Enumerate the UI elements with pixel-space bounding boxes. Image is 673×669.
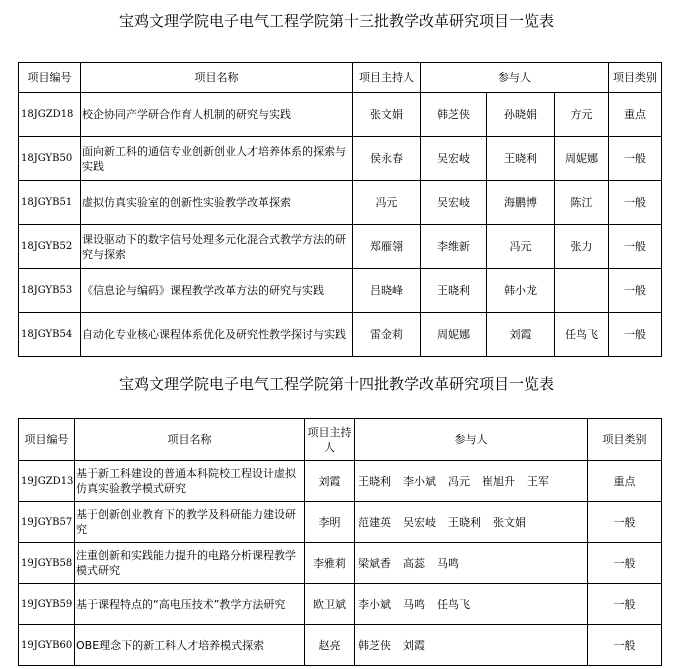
table-header-row xyxy=(19,63,662,93)
table-row xyxy=(19,584,662,625)
table-row xyxy=(19,93,662,137)
participant: 崔旭升 xyxy=(482,474,515,488)
project-leader: 张文娟 xyxy=(353,93,421,137)
participant: 王晓利 xyxy=(448,515,481,529)
table-row xyxy=(19,461,662,502)
participants-cell xyxy=(355,625,588,666)
header-leader: 项目主持人 xyxy=(305,419,355,461)
project-code: 18JGYB52 xyxy=(19,225,81,269)
project-leader: 侯永春 xyxy=(353,137,421,181)
project-table-13 xyxy=(18,62,662,357)
table1-title: 宝鸡文理学院电子电气工程学院第十三批教学改革研究项目一览表 xyxy=(118,12,554,30)
table-header-row xyxy=(19,419,662,461)
participant: 韩芝侠 xyxy=(421,93,487,137)
project-code: 19JGYB58 xyxy=(19,543,75,584)
project-leader: 李明 xyxy=(305,502,355,543)
participant: 方元 xyxy=(555,93,609,137)
project-name: 虚拟仿真实验室的创新性实验教学改革探索 xyxy=(81,181,353,225)
project-leader: 雷金莉 xyxy=(353,313,421,357)
project-name: 基于创新创业教育下的教学及科研能力建设研究 xyxy=(75,502,305,543)
header-leader: 项目主持人 xyxy=(353,63,421,93)
header-participants: 参与人 xyxy=(421,63,609,93)
project-name: 自动化专业核心课程体系优化及研究性教学探讨与实践 xyxy=(81,313,353,357)
header-code: 项目编号 xyxy=(19,419,75,461)
participant: 任鸟飞 xyxy=(437,597,470,611)
project-category: 一般 xyxy=(609,181,662,225)
participant: 刘霞 xyxy=(487,313,555,357)
participant: 冯元 xyxy=(487,225,555,269)
project-code: 18JGYB54 xyxy=(19,313,81,357)
header-category: 项目类别 xyxy=(609,63,662,93)
participant: 刘霞 xyxy=(403,638,425,652)
participant: 陈江 xyxy=(555,181,609,225)
project-code: 19JGYB60 xyxy=(19,625,75,666)
project-leader: 李雅莉 xyxy=(305,543,355,584)
project-leader: 刘霞 xyxy=(305,461,355,502)
participant: 吴宏岐 xyxy=(421,181,487,225)
project-category: 一般 xyxy=(609,313,662,357)
table-row xyxy=(19,543,662,584)
participant: 张文娟 xyxy=(493,515,526,529)
project-name: 注重创新和实践能力提升的电路分析课程教学模式研究 xyxy=(75,543,305,584)
participant: 孙晓娟 xyxy=(487,93,555,137)
participant: 王军 xyxy=(527,474,549,488)
project-category: 重点 xyxy=(609,93,662,137)
participants-cell xyxy=(355,584,588,625)
project-category: 一般 xyxy=(588,584,662,625)
participant: 吴宏岐 xyxy=(403,515,436,529)
participant: 李维新 xyxy=(421,225,487,269)
header-name: 项目名称 xyxy=(75,419,305,461)
table-row xyxy=(19,502,662,543)
project-code: 18JGYB50 xyxy=(19,137,81,181)
project-code: 19JGYB57 xyxy=(19,502,75,543)
participant: 范建英 xyxy=(358,515,391,529)
project-leader: 赵亮 xyxy=(305,625,355,666)
table-row xyxy=(19,137,662,181)
project-name: 课设驱动下的数字信号处理多元化混合式教学方法的研究与探索 xyxy=(81,225,353,269)
participant xyxy=(555,269,609,313)
project-name: 《信息论与编码》课程教学改革方法的研究与实践 xyxy=(81,269,353,313)
header-name: 项目名称 xyxy=(81,63,353,93)
header-participants: 参与人 xyxy=(355,419,588,461)
project-category: 一般 xyxy=(609,137,662,181)
participant: 海鹏博 xyxy=(487,181,555,225)
project-category: 一般 xyxy=(588,502,662,543)
project-category: 一般 xyxy=(609,225,662,269)
project-code: 18JGZD18 xyxy=(19,93,81,137)
table-row xyxy=(19,269,662,313)
project-category: 重点 xyxy=(588,461,662,502)
participant: 韩小龙 xyxy=(487,269,555,313)
project-category: 一般 xyxy=(588,543,662,584)
project-name: 基于课程特点的“高电压技术”教学方法研究 xyxy=(75,584,305,625)
project-leader: 欧卫斌 xyxy=(305,584,355,625)
project-leader: 吕晓峰 xyxy=(353,269,421,313)
project-code: 19JGYB59 xyxy=(19,584,75,625)
participant: 李小斌 xyxy=(358,597,391,611)
project-code: 19JGZD13 xyxy=(19,461,75,502)
participant: 任鸟飞 xyxy=(555,313,609,357)
table-row xyxy=(19,225,662,269)
project-category: 一般 xyxy=(609,269,662,313)
header-category: 项目类别 xyxy=(588,419,662,461)
project-name: 基于新工科建设的普通本科院校工程设计虚拟仿真实验教学模式研究 xyxy=(75,461,305,502)
participants-cell xyxy=(355,502,588,543)
project-category: 一般 xyxy=(588,625,662,666)
participant: 高蕊 xyxy=(403,556,425,570)
participant: 王晓利 xyxy=(358,474,391,488)
project-leader: 冯元 xyxy=(353,181,421,225)
participant: 梁斌香 xyxy=(358,556,391,570)
project-code: 18JGYB51 xyxy=(19,181,81,225)
participant: 周妮娜 xyxy=(421,313,487,357)
project-code: 18JGYB53 xyxy=(19,269,81,313)
project-table-14 xyxy=(18,418,662,666)
table-row xyxy=(19,313,662,357)
participant: 吴宏岐 xyxy=(421,137,487,181)
project-name: OBE理念下的新工科人才培养模式探索 xyxy=(75,625,305,666)
participant: 李小斌 xyxy=(403,474,436,488)
participant: 冯元 xyxy=(448,474,470,488)
participants-cell xyxy=(355,461,588,502)
header-code: 项目编号 xyxy=(19,63,81,93)
project-name: 校企协同产学研合作育人机制的研究与实践 xyxy=(81,93,353,137)
table-row xyxy=(19,181,662,225)
participants-cell xyxy=(355,543,588,584)
table-row xyxy=(19,625,662,666)
project-leader: 郑雁翎 xyxy=(353,225,421,269)
project-name: 面向新工科的通信专业创新创业人才培养体系的探索与实践 xyxy=(81,137,353,181)
participant: 王晓利 xyxy=(421,269,487,313)
participant: 王晓利 xyxy=(487,137,555,181)
participant: 马鸣 xyxy=(437,556,459,570)
participant: 韩芝侠 xyxy=(358,638,391,652)
participant: 张力 xyxy=(555,225,609,269)
participant: 周妮娜 xyxy=(555,137,609,181)
table2-title: 宝鸡文理学院电子电气工程学院第十四批教学改革研究项目一览表 xyxy=(118,375,554,393)
participant: 马鸣 xyxy=(403,597,425,611)
